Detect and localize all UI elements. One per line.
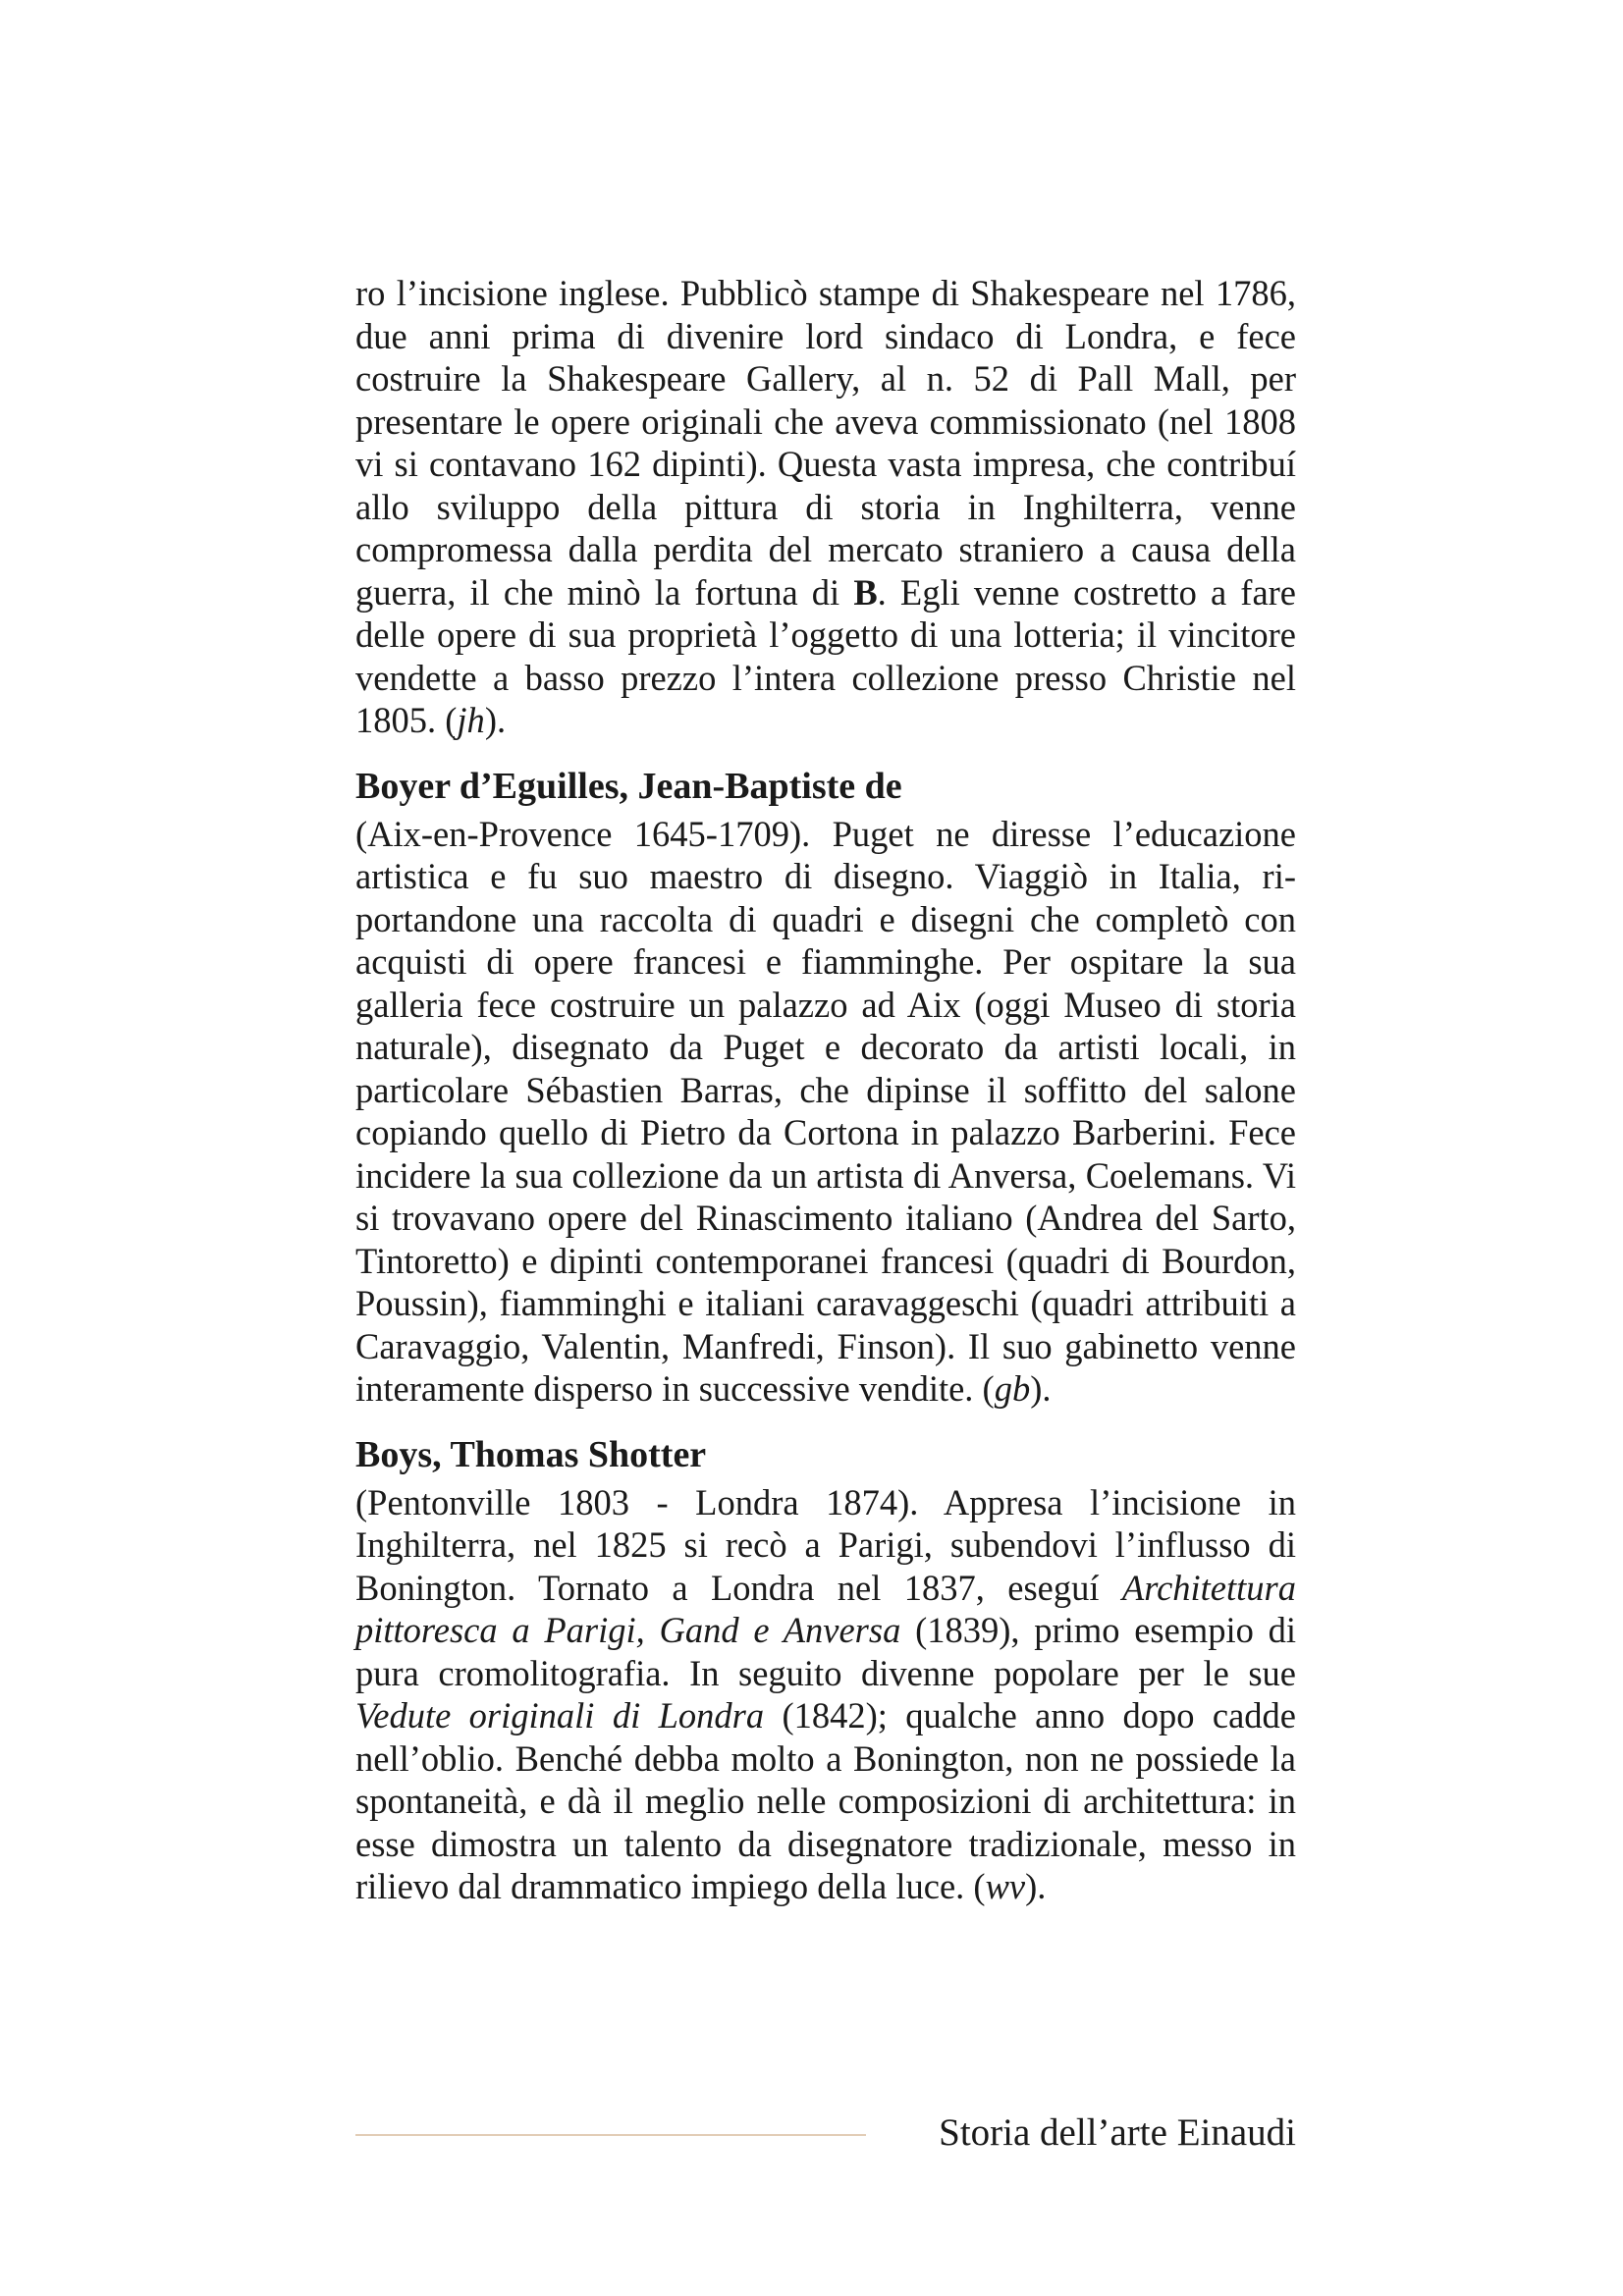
text-run: ).	[1030, 1368, 1052, 1409]
text-run: (Aix-en-Provence 1645-1709). Puget ne diresse l’educazione artistica e fu suo maestro di disegno. Viaggiò in Italia, riportandone una raccolta di quadri e disegni che completò con acquisti di opere francesi e fiamminghe. Per ospitare la sua galleria fece costruire un palazzo ad Aix (oggi Museo di storia naturale), disegnato da Puget e decorato da artisti locali, in particolare Sébastien Barras, che dipinse il soffitto del salone copiando quello di Pietro da Cortona in palazzo Barberini. Fece incidere la sua collezione da un artista di Anversa, Coelemans. Vi si trovavano opere del Rinascimento italiano (Andrea del Sarto, Tintoretto) e dipinti contemporanei francesi (quadri di Bourdon, Poussin), fiamminghi e italiani caravaggeschi (quadri attribuiti a Caravaggio, Valentin, Manfredi, Finson). Il suo gabinetto venne interamente disperso in successive vendite. (	[355, 813, 1296, 1409]
entry-heading: Boys, Thomas Shotter	[355, 1433, 707, 1475]
bold-text: B	[853, 571, 878, 613]
footer-rule	[355, 2134, 866, 2136]
text-run: (1839), primo esempio di pura cromolitografia. In seguito divenne popolare per le sue	[355, 1610, 1296, 1693]
text-run: ).	[484, 700, 507, 740]
italic-text: Vedute originali di Londra	[355, 1695, 765, 1735]
page-body	[355, 272, 1296, 1908]
text-run: ro l’incisione inglese. Pubblicò stampe di Shakespeare nel 1786, due anni prima di divenire lord sindaco di Londra, e fece costruire la Shakespeare Gallery, al n. 52 di Pall Mall, per presentare le opere originali che aveva commissionato (nel 1808 vi si contavano 162 dipinti). Questa vasta impresa, che contribuí allo sviluppo della pittura di storia in Inghilterra, venne compromessa dalla perdita del mercato straniero a causa della guerra, il che minò la fortuna di	[355, 273, 1296, 613]
intro-paragraph	[355, 272, 1296, 742]
text-run: (1842); qualche anno dopo cadde nell’oblio. Benché debba molto a Bonington, non ne possiede la spontaneità, e dà il meglio nelle composizioni di architettura: in esse dimostra un talento da disegnatore tradizionale, messo in rilievo dal drammatico impiego della luce. (	[355, 1695, 1296, 1906]
italic-text: wv	[985, 1866, 1026, 1906]
entry-boys-thomas-shotter	[355, 1432, 1296, 1908]
entry-body	[355, 1481, 1296, 1908]
footer-title: Storia dell’arte Einaudi	[939, 2111, 1296, 2154]
page-footer	[355, 2109, 1296, 2158]
text-run: ).	[1025, 1866, 1047, 1906]
italic-text: jh	[457, 700, 485, 740]
text-run: . Egli venne costretto a fare delle opere di sua proprietà l’oggetto di una lotteria; il vincitore vendette a basso prezzo l’intera collezione presso Christie nel 1805. (	[355, 571, 1296, 740]
text-run: (Pentonville 1803 - Londra 1874). Appresa l’incisione in Inghilterra, nel 1825 si recò a Parigi, subendovi l’influsso di Bonington. Tornato a Londra nel 1837, eseguí	[355, 1481, 1296, 1608]
italic-text: gb	[994, 1368, 1031, 1409]
entry-heading: Boyer d’Eguilles, Jean-Baptiste de	[355, 765, 902, 807]
italic-text: Architettura pittoresca a Parigi, Gand e Anversa	[355, 1567, 1296, 1650]
entry-boyer-deguilles	[355, 764, 1296, 1411]
entry-body	[355, 813, 1296, 1411]
